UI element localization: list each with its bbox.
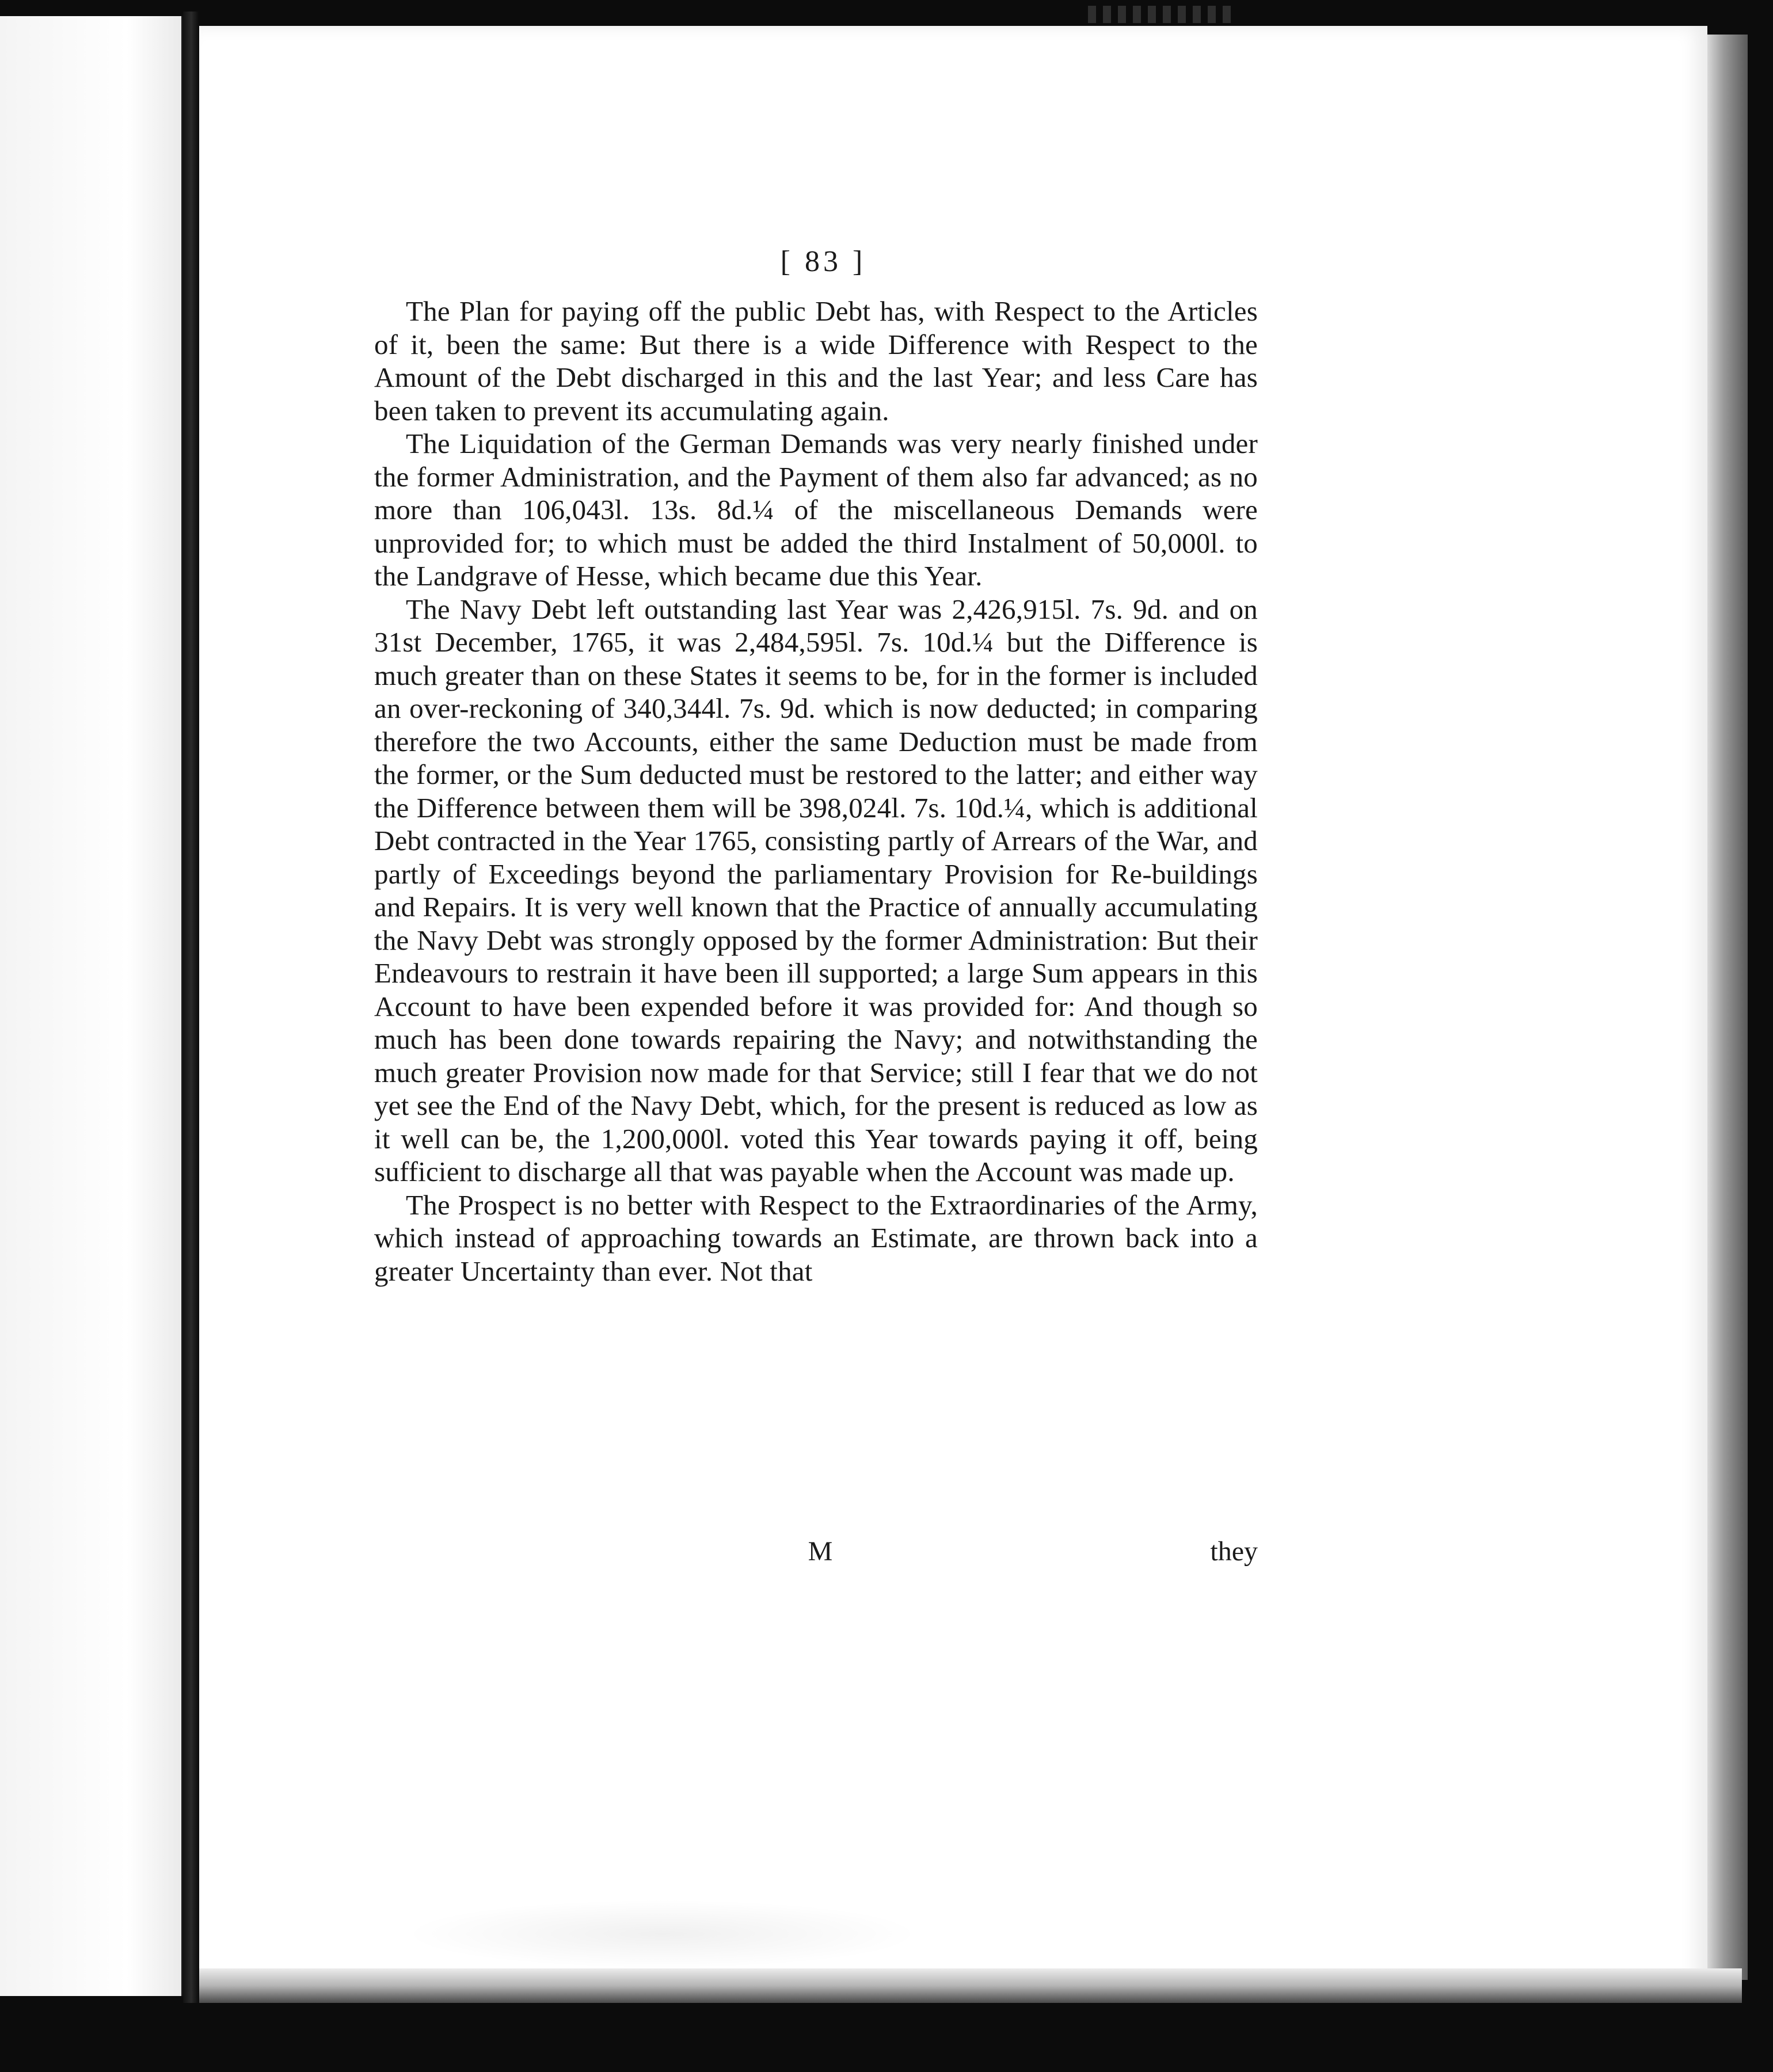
catchword: they	[1210, 1536, 1258, 1567]
binding-marks	[1088, 6, 1238, 23]
adjacent-page-edge	[0, 16, 183, 1996]
book-gutter	[183, 12, 199, 2003]
page-fore-edge	[1707, 35, 1748, 1980]
page-footer	[374, 1536, 1258, 1570]
body-text	[374, 242, 1258, 1288]
page-smudge	[403, 1899, 921, 1968]
page-bottom-edge	[199, 1968, 1742, 2003]
page-number: [ 83 ]	[780, 245, 866, 278]
paragraph: The Plan for paying off the public Debt has, with Respect to the Articles of it, been the same: But there is a wide Difference with Respect to the Amount of the Debt discharged in this and the last Year; and less Care has been taken to prevent its accumulating again.	[374, 295, 1258, 426]
paragraph: The Liquidation of the German Demands was very nearly finished under the former Administration, and the Payment of them also far advanced; as no more than 106,043l. 13s. 8d.¼ of the miscellaneous Demands were unprovided for; to which must be added the third Instalment of 50,000l. to the Landgrave of Hesse, which became due this Year.	[374, 428, 1258, 592]
paragraph: The Prospect is no better with Respect to the Extraordinaries of the Army, which instead of approaching towards an Estimate, are thrown back into a greater Uncertainty than ever. Not that	[374, 1189, 1258, 1287]
paragraph: The Navy Debt left outstanding last Year was 2,426,915l. 7s. 9d. and on 31st December, 1765, it was 2,484,595l. 7s. 10d.¼ but the Difference is much greater than on these States it seems to be, for in the former is included an over-reckoning of 340,344l. 7s. 9d. which is now deducted; in comparing therefore the two Accounts, either the same Deduction must be made from the former, or the Sum deducted must be restored to the latter; and either way the Difference between them will be 398,024l. 7s. 10d.¼, which is additional Debt contracted in the Year 1765, consisting partly of Arrears of the War, and partly of Exceedings beyond the parliamentary Provision for Re-buildings and Repairs. It is very well known that the Practice of annually accumulating the Navy Debt was strongly opposed by the former Administration: But their Endeavours to restrain it have been ill supported; a large Sum appears in this Account to have been expended before it was provided for: And though so much has been done towards repairing the Navy; and notwithstanding the much greater Provision now made for that Service; still I fear that we do not yet see the End of the Navy Debt, which, for the present is reduced as low as it well can be, the 1,200,000l. voted this Year towards paying it off, being sufficient to discharge all that was payable when the Account was made up.	[374, 593, 1258, 1187]
signature-mark: M	[808, 1536, 833, 1567]
